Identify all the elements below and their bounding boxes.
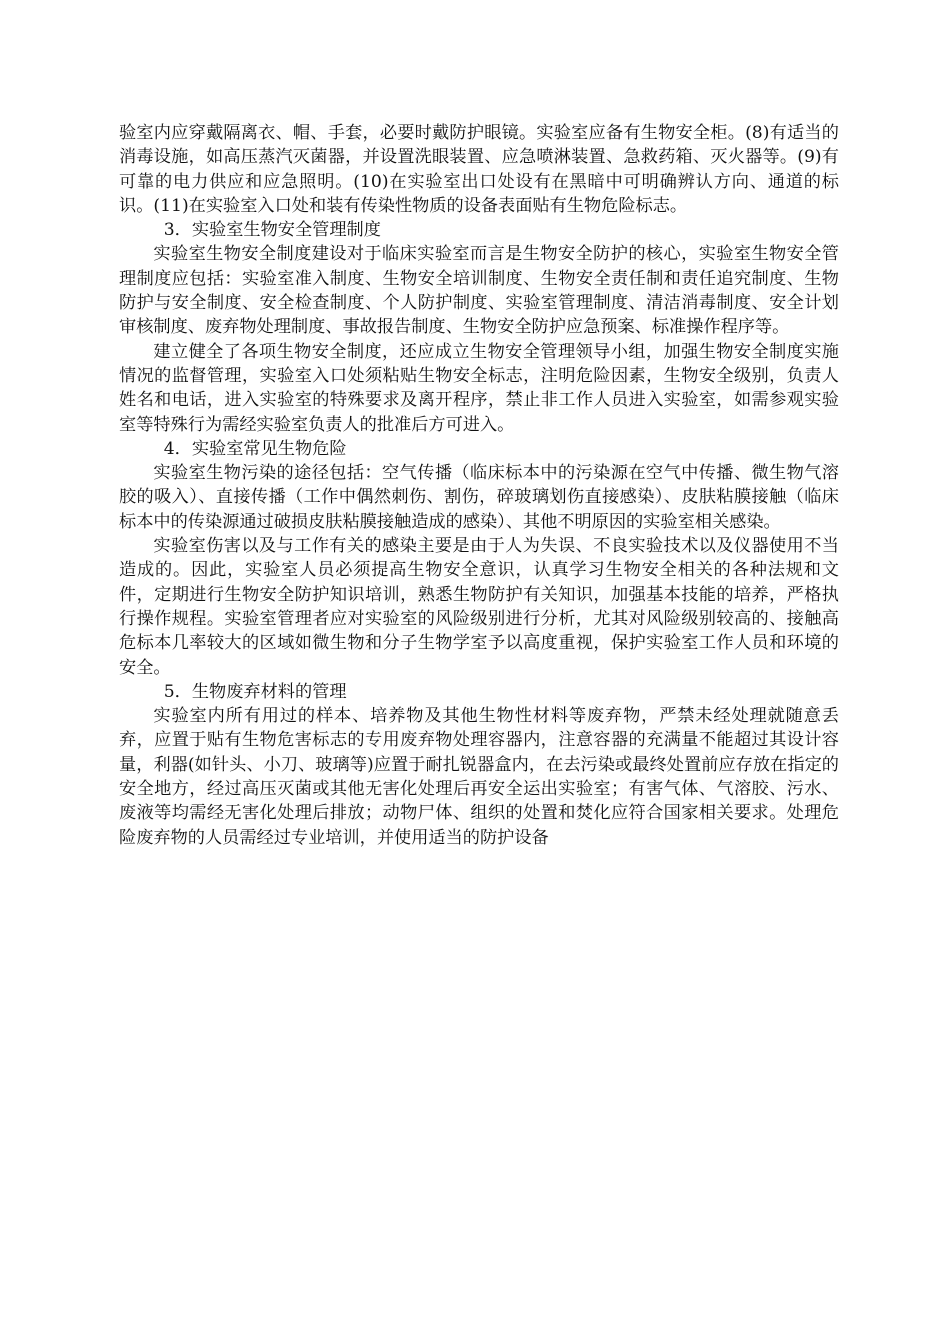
section-heading-3: 3．实验室生物安全管理制度 — [163, 220, 381, 241]
section-heading-4: 4．实验室常见生物危险 — [163, 438, 347, 459]
paragraph-safety-system: 实验室生物安全制度建设对于临床实验室而言是生物安全防护的核心，实验室生物安全管理制度应包括：实验室准入制度、生物安全培训制度、生物安全责任制和责任追究制度、生物防护与安全制度、安全检查制度、个人防护制度、实验室管理制度、清洁消毒制度、安全计划审核制度、废弃物处理制度、事故报告制度、生物安全防护应急预案、标准操作程序等。 — [119, 244, 839, 338]
paragraph-waste-management: 实验室内所有用过的样本、培养物及其他生物性材料等废弃物，严禁未经处理就随意丢弃，应置于贴有生物危害标志的专用废弃物处理容器内，注意容器的充满量不能超过其设计容量，利器(如针头、小刀、玻璃等)应置于耐扎锐器盒内，在去污染或最终处置前应存放在指定的安全地方，经过高压灭菌或其他无害化处理后再安全运出实验室；有害气体、气溶胶、污水、废液等均需经无害化处理后排放；动物尸体、组织的处置和焚化应符合国家相关要求。处理危险废弃物的人员需经过专业培训，并使用适当的防护设备 — [119, 706, 839, 848]
paragraph-safety-leadership: 建立健全了各项生物安全制度，还应成立生物安全管理领导小组，加强生物安全制度实施情况的监督管理，实验室入口处须粘贴生物安全标志，注明危险因素，生物安全级别，负责人姓名和电话，进入实验室的特殊要求及离开程序，禁止非工作人员进入实验室，如需参观实验室等特殊行为需经实验室负责人的批准后方可进入。 — [119, 341, 839, 435]
paragraph-lab-injuries: 实验室伤害以及与工作有关的感染主要是由于人为失误、不良实验技术以及仪器使用不当造成的。因此，实验室人员必须提高生物安全意识，认真学习生物安全相关的各种法规和文件，定期进行生物安全防护知识培训，熟悉生物防护有关知识，加强基本技能的培养，严格执行操作规程。实验室管理者应对实验室的风险级别进行分析，尤其对风险级别较高的、接触高危标本几率较大的区域如微生物和分子生物学室予以高度重视，保护实验室工作人员和环境的安全。 — [119, 536, 839, 678]
section-heading-5: 5．生物废弃材料的管理 — [163, 681, 347, 702]
paragraph-continued: 验室内应穿戴隔离衣、帽、手套，必要时戴防护眼镜。实验室应备有生物安全柜。(8)有适当的消毒设施，如高压蒸汽灭菌器，并设置洗眼装置、应急喷淋装置、急救药箱、灭火器等。(9)有可靠的电力供应和应急照明。(10)在实验室出口处设有在黑暗中可明确辨认方向、通道的标识。(11)在实验室入口处和装有传染性物质的设备表面贴有生物危险标志。 — [119, 123, 839, 216]
paragraph-contamination-routes: 实验室生物污染的途径包括：空气传播（临床标本中的污染源在空气中传播、微生物气溶胶的吸入）、直接传播（工作中偶然刺伤、割伤，碎玻璃划伤直接感染）、皮肤粘膜接触（临床标本中的传染源通过破损皮肤粘膜接触造成的感染）、其他不明原因的实验室相关感染。 — [119, 463, 839, 532]
document-page — [119, 121, 839, 850]
